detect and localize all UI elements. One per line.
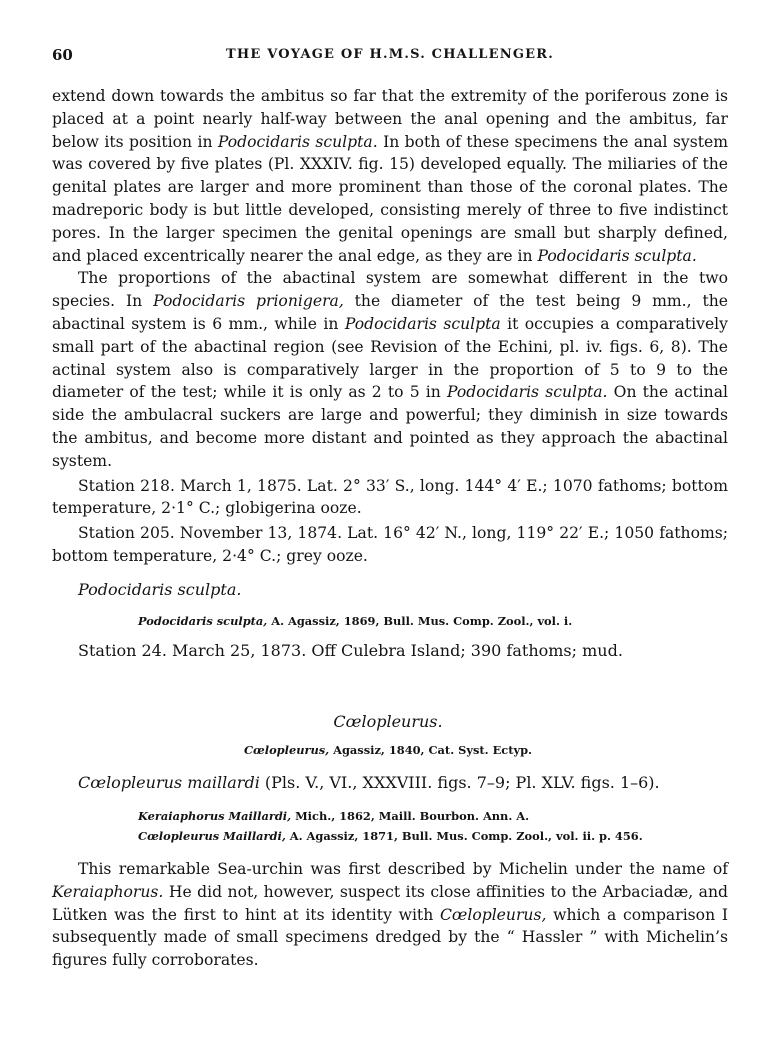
synonym-name: Keraiaphorus Maillardi, — [138, 809, 292, 823]
final-italic-1: Keraiaphorus. — [52, 882, 164, 901]
final-italic-2: Cœlopleurus, — [439, 905, 547, 924]
station-record-218: Station 218. March 1, 1875. Lat. 2° 33′ S., long. 144° 4′ E.; 1070 fathoms; bottom temperature, 2·1° C.; globigerina ooze. — [52, 476, 728, 518]
synonym-name: Podocidaris sculpta, — [138, 614, 268, 628]
final-text-2: He did not, however, suspect its close affinities to the Arbaciadæ, and Lütken was the first to hint at its identity with — [52, 882, 728, 924]
para2-italic-1: Podocidaris prionigera, — [153, 292, 344, 311]
synonym-reference: Mich., 1862, Maill. Bourbon. Ann. A. — [291, 809, 530, 823]
para1-italic-1: Podocidaris sculpta. — [217, 132, 378, 151]
final-text-1: This remarkable Sea-urchin was first described by Michelin under the name of — [78, 860, 728, 878]
synonymy-coelopleurus — [0, 743, 776, 757]
para1-text-2: In both of these specimens the anal system was covered by five plates (Pl. XXXIV. fig. 15) developed equally. The miliaries of the genital plates are larger and more prominent than those of the coronal plates. The madreporic body is but little developed, consisting merely of three to five indistinct pores. In the larger specimen the genital openings are small but sharply defined, and placed excentrically nearer the anal edge, as they are in — [52, 132, 728, 265]
paragraph-1 — [52, 85, 728, 267]
species-name: Cœlopleurus maillardi — [78, 773, 260, 792]
final-text-3: which a comparison I subsequently made of small specimens dredged by the “ Hassler ” with Michelin’s figures fully corroborates. — [52, 905, 728, 970]
para2-italic-2: Podocidaris sculpta — [344, 314, 501, 333]
synonym-reference: A. Agassiz, 1869, Bull. Mus. Comp. Zool., vol. i. — [267, 614, 573, 628]
page-number: 60 — [52, 46, 73, 64]
paragraph-3 — [52, 858, 728, 972]
synonym-reference: Agassiz, 1840, Cat. Syst. Ectyp. — [329, 743, 533, 757]
para1-italic-2: Podocidaris sculpta. — [537, 246, 697, 265]
synonymy-keraiaphorus — [138, 809, 529, 823]
synonym-name: Cœlopleurus, — [243, 743, 330, 757]
para2-text-3: it occupies a comparatively small part of the abactinal region (see Revision of the Echini, pl. iv. figs. 6, 8). The actinal system also is comparatively larger in the proportion of 5 to 9 to the diameter of the test; while it is only as 2 to 5 in — [52, 314, 728, 402]
synonymy-coelopleurus-maillardi — [138, 829, 643, 843]
paragraph-2 — [52, 267, 728, 472]
running-title: THE VOYAGE OF H.M.S. CHALLENGER. — [226, 47, 554, 62]
page-header — [52, 46, 728, 68]
para2-italic-3: Podocidaris sculpta. — [447, 383, 608, 402]
para1-text-1: extend down towards the ambitus so far that the extremity of the poriferous zone is placed at a point nearly half-way between the anal opening and the ambitus, far below its position in — [52, 87, 728, 151]
station-record-24: Station 24. March 25, 1873. Off Culebra Island; 390 fathoms; mud. — [78, 641, 623, 660]
final-paragraph — [52, 858, 728, 972]
para2-text-2: the diameter of the test being 9 mm., the abactinal system is 6 mm., while in — [52, 292, 729, 333]
para2-text-1: The proportions of the abactinal system are somewhat different in the two species. In — [52, 269, 728, 311]
section-heading-coelopleurus: Cœlopleurus. — [333, 712, 443, 731]
species-plates: (Pls. V., VI., XXXVIII. figs. 7–9; Pl. XLV. figs. 1–6). — [259, 773, 660, 792]
synonym-name: Cœlopleurus Maillardi, — [138, 829, 286, 843]
section-heading-podocidaris-sculpta: Podocidaris sculpta. — [78, 580, 242, 599]
body-text — [52, 85, 728, 568]
synonym-reference: A. Agassiz, 1871, Bull. Mus. Comp. Zool., vol. ii. p. 456. — [285, 829, 643, 843]
station-record-205: Station 205. November 13, 1874. Lat. 16° 42′ N., long, 119° 22′ E.; 1050 fathoms; bottom temperature, 2·4° C.; grey ooze. — [52, 524, 728, 565]
para2-text-4: On the actinal side the ambulacral suckers are large and powerful; they diminish in size towards the ambitus, and become more distant and pointed as they approach the abactinal system. — [52, 383, 728, 470]
synonymy-podocidaris-sculpta — [138, 614, 572, 628]
species-heading-coelopleurus-maillardi — [78, 773, 660, 792]
